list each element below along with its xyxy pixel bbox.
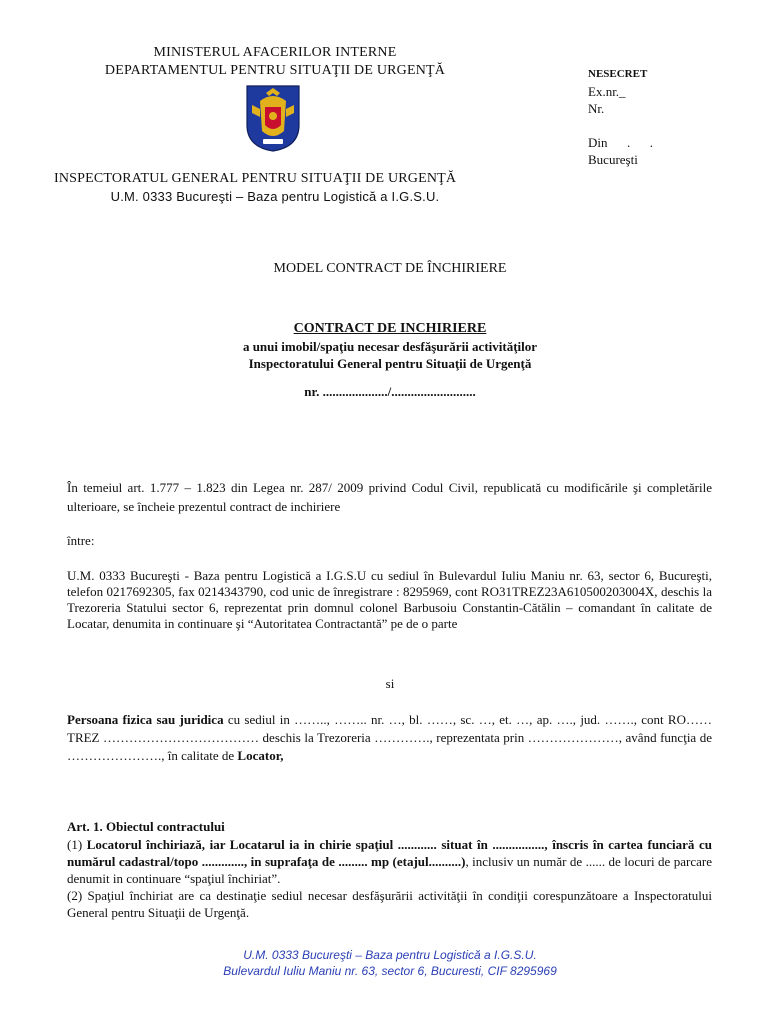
coat-of-arms-icon	[244, 83, 302, 153]
article-1-paragraph-1-number: (1)	[67, 837, 87, 852]
unit-name: U.M. 0333 Bucureşti – Baza pentru Logistică a I.G.S.U.	[110, 189, 440, 204]
document-meta	[588, 66, 653, 168]
intro-paragraph: În temeiul art. 1.777 – 1.823 din Legea nr. 287/ 2009 privind Codul Civil, republicată cu modificările şi completările ulterioare, se încheie prezentul contract de inchiriere	[67, 480, 712, 514]
contract-subtitle-1: a unui imobil/spaţiu necesar desfăşurării activităţilor	[242, 339, 538, 354]
article-1-title: Art. 1. Obiectul contractului	[67, 819, 225, 834]
city-field: Bucureşti	[588, 152, 638, 167]
article-1-paragraph-1-rest: , inclusiv un număr de ...... de locuri de parcare denumit in continuare “spaţiul închiriat”.	[67, 854, 713, 886]
footer-line-1: U.M. 0333 Bucureşti – Baza pentru Logistică a I.G.S.U.	[243, 948, 537, 962]
and-label: si	[385, 676, 395, 691]
contract-number: nr. ..................../..........................	[304, 384, 476, 399]
article-1-paragraph-2: (2) Spaţiul închiriat are ca destinaţie sediul necesar desfăşurării activităţii în condiţii corespunzătoare a Inspectoratului General pentru Situaţii de Urgenţă.	[67, 888, 712, 920]
between-label: între:	[67, 533, 95, 548]
party-two-type: Persoana fizica sau juridica	[67, 712, 224, 727]
footer-line-2: Bulevardul Iuliu Maniu nr. 63, sector 6, Bucuresti, CIF 8295969	[223, 964, 557, 978]
inspectorate-name: INSPECTORATUL GENERAL PENTRU SITUAŢII DE URGENŢĂ	[54, 171, 457, 186]
article-1-paragraph-1	[67, 836, 712, 887]
nr-field: Nr.	[588, 101, 605, 116]
ministry-name: MINISTERUL AFACERILOR INTERNE	[153, 45, 397, 60]
ex-nr-field: Ex.nr._	[588, 84, 626, 99]
model-title: MODEL CONTRACT DE ÎNCHIRIERE	[273, 261, 507, 276]
party-two-role: Locator,	[237, 748, 284, 763]
date-field: Din . .	[588, 135, 653, 150]
article-1-paragraph-1-bold: Locatorul închiriază, iar Locatarul ia in chirie spaţiul ............ situat în ................, înscris în cartea funciară cu numărul cadastral/topo ............., in suprafaţa de ......... mp (etajul..........)	[67, 837, 712, 869]
party-two-paragraph	[67, 711, 712, 765]
party-two-details: cu sediul in …….., …….. nr. …, bl. ……, sc. …, et. …, ap. …., jud. ……., cont RO…… TREZ ……………………………… deschis la Trezoreria …………., reprezentata prin …………………, având funcţia de …………………., în calitate de	[67, 712, 712, 763]
contract-subtitle-2: Inspectoratului General pentru Situaţii de Urgenţă	[248, 356, 532, 371]
classification-label: NESECRET	[588, 68, 648, 80]
party-one-paragraph: U.M. 0333 Bucureşti - Baza pentru Logistică a I.G.S.U cu sediul în Bulevardul Iuliu Maniu nr. 63, sector 6, Bucureşti, telefon 0217692305, fax 0214343790, cod unic de înregistrare : 8295969, cont RO31TREZ23A610500203004X, deschis la Trezoreria Statului sector 6, reprezentat prin domnul colonel Barbusoiu Constantin-Cătălin – comandant în calitate de Locatar, denumita in continuare şi “Autoritatea Contractantă” pe de o parte	[67, 568, 712, 631]
contract-title: CONTRACT DE INCHIRIERE	[293, 321, 487, 336]
department-name: DEPARTAMENTUL PENTRU SITUAŢII DE URGENŢĂ	[104, 63, 446, 78]
